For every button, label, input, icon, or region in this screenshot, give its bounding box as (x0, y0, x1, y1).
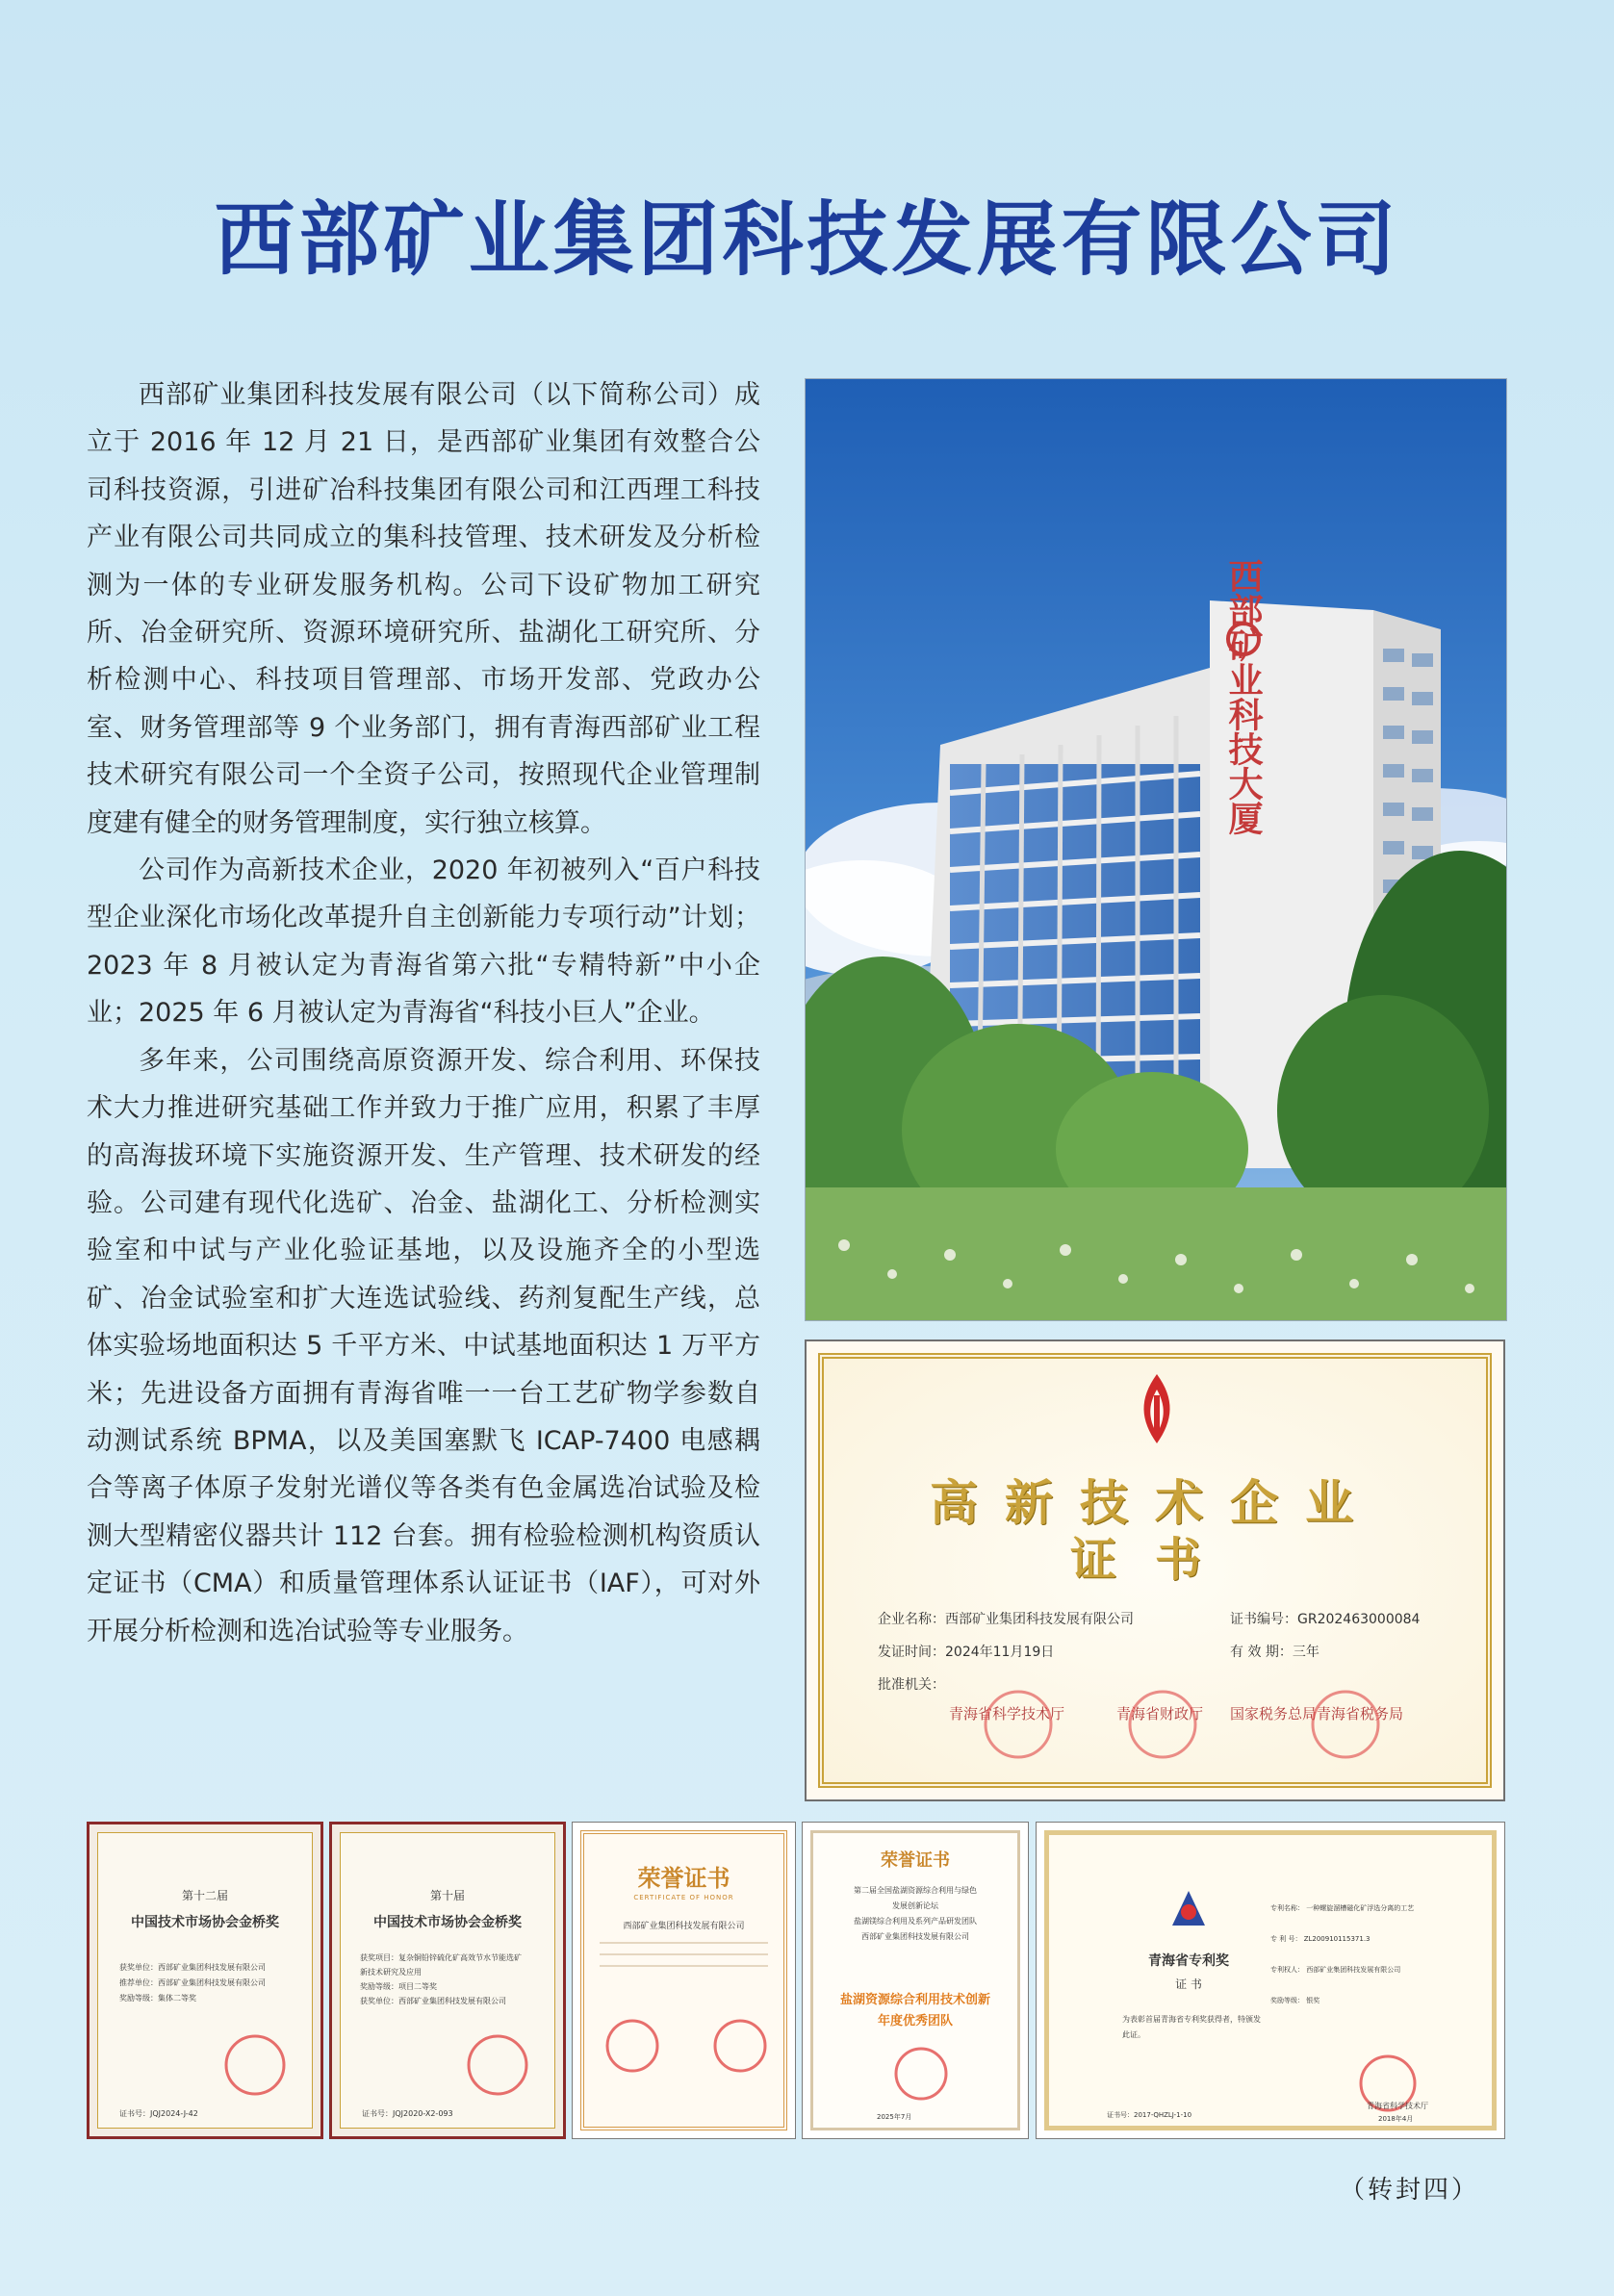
certificate-title: 荣誉证书 (881, 1850, 950, 1871)
red-seal-icon (603, 2017, 661, 2075)
certificate-date: 2025年7月 (877, 2113, 912, 2121)
certificate-recipient: 西部矿业集团科技发展有限公司 (623, 1922, 745, 1931)
red-seal-icon (221, 2031, 289, 2099)
issue-date-value: 2024年11月19日 (945, 1645, 1055, 1660)
qinghai-patent-award-certificate (1036, 1822, 1505, 2139)
certificate-line: 获奖单位：西部矿业集团科技发展有限公司 (119, 1963, 266, 1972)
intro-paragraph: 公司作为高新技术企业，2020 年初被列入“百户科技型企业深化市场化改革提升自主创新能力专项行动”计划；2023 年 8 月被认定为青海省第六批“专精特新”中小企业；2025 年 6 月被认定为青海省“科技小巨人”企业。 (87, 855, 760, 1029)
patent-fields (1270, 1893, 1414, 2016)
certificate-issuer: 青海省科学技术厅 (1367, 2102, 1428, 2110)
certificate-number-field (1230, 1609, 1420, 1628)
continued-note: （转封四） (1340, 2176, 1480, 2205)
award-level-value: 银奖 (1306, 1997, 1320, 2004)
certificate-details (813, 1883, 1017, 1945)
certificate-of-honor (572, 1822, 796, 2139)
red-seal-icon (892, 2045, 950, 2103)
certificate-title: 高新技术企业 (930, 1474, 1380, 1531)
red-seal-icon (711, 2017, 769, 2075)
company-introduction (87, 371, 760, 1655)
certificate-line: 新技术研究及应用 (360, 1968, 422, 1977)
certificate-number-value: GR202463000084 (1297, 1612, 1421, 1627)
patent-field-row (1270, 1985, 1414, 2016)
issuer-name: 国家税务总局青海省税务局 (1230, 1705, 1404, 1722)
certificate-details (360, 1951, 522, 2008)
certificate-number: 证书号：JQJ2020-X2-093 (362, 2109, 453, 2118)
approver-label: 批准机关： (878, 1677, 945, 1693)
patent-field-row (1270, 1924, 1414, 1954)
torch-logo-icon (1131, 1370, 1183, 1451)
certificate-line: 奖励等级：集体二等奖 (119, 1994, 196, 2003)
certificate-title: 青海省专利奖 (1148, 1953, 1229, 1969)
certificate-salt-lake-team (802, 1822, 1029, 2139)
patent-holder-label: 专利权人： (1270, 1966, 1304, 1974)
certificate-english-title: CERTIFICATE OF HONOR (633, 1894, 734, 1901)
certificate-line: 盐湖镁综合利用及系列产品研发团队 (854, 1917, 977, 1926)
text-line (600, 1965, 768, 1967)
certificate-line: 获奖项目：复杂铜铅锌硫化矿高效节水节能选矿 (360, 1953, 522, 1962)
intro-paragraph: 多年来，公司围绕高原资源开发、综合利用、环保技术大力推进研究基础工作并致力于推广应用，积累了丰厚的高海拔环境下实施资源开发、生产管理、技术研发的经验。公司建有现代化选矿、冶金、盐湖化工、分析检测实验室和中试与产业化验证基地，以及设施齐全的小型选矿、冶金试验室和扩大连选试验线、药剂复配生产线，总体实验场地面积达 5 千平方米、中试基地面积达 1 万平方米；先进设备方面拥有青海省唯一一台工艺矿物学参数自动测试系统 BPMA，以及美国塞默飞 ICAP-7400 电感耦合等离子体原子发射光谱仪等各类有色金属选冶试验及检测大型精密仪器共计 112 台套。拥有检验检测机构资质认定证书（CMA）和质量管理体系认证证书（IAF），可对外开展分析检测和选冶试验等专业服务。 (87, 1045, 760, 1646)
certificate-number: 证书号：2017-QHZLJ-1-10 (1107, 2111, 1192, 2119)
patent-name-value: 一种螺旋溜槽磁化矿浮选分离的工艺 (1306, 1904, 1415, 1912)
intro-paragraph: 西部矿业集团科技发展有限公司（以下简称公司）成立于 2016 年 12 月 21 日，是西部矿业集团有效整合公司科技资源，引进矿冶科技集团有限公司和江西理工科技产业有限公司共同成立的集科技管理、技术研发及分析检测为一体的专业研发服务机构。公司下设矿物加工研究所、冶金研究所、资源环境研究所、盐湖化工研究所、分析检测中心、科技项目管理部、市场开发部、党政办公室、财务管理部等 9 个业务部门，拥有青海西部矿业工程技术研究有限公司一个全资子公司，按照现代企业管理制度建有健全的财务管理制度，实行独立核算。 (87, 380, 760, 838)
building-photo-illustration (806, 379, 1506, 1320)
certificate-subtitle: 证 书 (1175, 1977, 1202, 1991)
certificate-line: 奖励等级：项目二等奖 (360, 1982, 437, 1991)
text-line (600, 1942, 768, 1944)
validity-label: 有 效 期： (1230, 1645, 1293, 1660)
certificate-line: 西部矿业集团科技发展有限公司 (861, 1932, 969, 1941)
certificate-title: 荣誉证书 (637, 1864, 730, 1892)
certificate-title: 中国技术市场协会金桥奖 (373, 1915, 522, 1930)
patent-award-logo-icon (1163, 1883, 1215, 1935)
award-level-label: 奖励等级： (1270, 1997, 1304, 2004)
building-sign-text: 西部矿业科技大厦 (1223, 558, 1264, 835)
patent-holder-value: 西部矿业集团科技发展有限公司 (1306, 1966, 1401, 1974)
certificate-date: 2018年4月 (1378, 2115, 1414, 2123)
issuer-name: 青海省财政厅 (1116, 1705, 1204, 1722)
certificate-edition: 第十届 (429, 1889, 465, 1902)
certificate-highlight: 盐湖资源综合利用技术创新 (839, 1993, 990, 2007)
patent-number-value: ZL200910115371.3 (1303, 1935, 1371, 1943)
certificate-line: 第二届全国盐湖资源综合利用与绿色 (854, 1886, 977, 1895)
patent-name-label: 专利名称： (1270, 1904, 1304, 1912)
company-name-label: 企业名称： (878, 1612, 945, 1627)
certificate-body: 为表彰首届青海省专利奖获得者，特颁发此证。 (1122, 2015, 1261, 2039)
red-seal-icon (464, 2031, 531, 2099)
certificate-number: 证书号：JQJ2024-J-42 (119, 2109, 198, 2118)
page-title: 西部矿业集团科技发展有限公司 (214, 191, 1400, 287)
red-seal-icon (1124, 1686, 1201, 1763)
certificate-edition: 第十二届 (181, 1889, 228, 1902)
red-seal-icon (980, 1686, 1057, 1763)
certificate-title: 中国技术市场协会金桥奖 (131, 1915, 279, 1930)
high-tech-enterprise-certificate (805, 1339, 1505, 1801)
certificate-golden-bridge-12 (87, 1822, 323, 2139)
validity-value: 三年 (1292, 1645, 1319, 1660)
certificate-details (119, 1960, 266, 2006)
patent-field-row (1270, 1954, 1414, 1985)
certificate-line: 获奖单位：西部矿业集团科技发展有限公司 (360, 1997, 506, 2005)
certificate-subtitle: 证书 (1069, 1533, 1240, 1587)
company-name-value: 西部矿业集团科技发展有限公司 (945, 1612, 1134, 1627)
text-line (600, 1953, 768, 1955)
patent-number-label: 专 利 号： (1270, 1935, 1302, 1943)
certificate-golden-bridge-10 (329, 1822, 566, 2139)
certificate-line: 推荐单位：西部矿业集团科技发展有限公司 (119, 1978, 266, 1987)
patent-field-row (1270, 1893, 1414, 1924)
issue-date-field (878, 1642, 1054, 1661)
validity-field (1230, 1642, 1319, 1661)
certificate-line: 发展创新论坛 (892, 1901, 938, 1910)
building-photo (805, 378, 1507, 1321)
issuer-name: 青海省科学技术厅 (949, 1705, 1065, 1722)
red-seal-icon (1307, 1686, 1384, 1763)
issue-date-label: 发证时间： (878, 1645, 945, 1660)
certificate-highlight: 年度优秀团队 (877, 2014, 953, 2028)
certificate-number-label: 证书编号： (1230, 1612, 1297, 1627)
company-name-field (878, 1609, 1134, 1628)
